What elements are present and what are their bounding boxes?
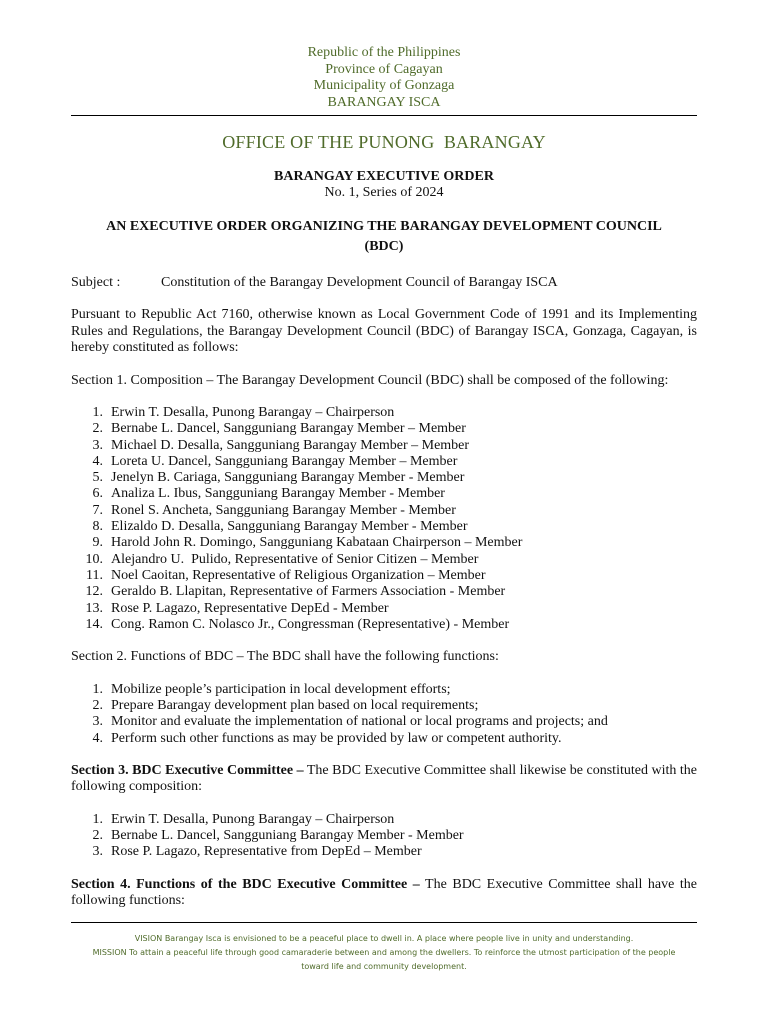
list-item-number: 1. — [92, 681, 103, 697]
office-title: OFFICE OF THE PUNONG BARANGAY — [222, 132, 546, 152]
list-item — [71, 682, 697, 698]
list-item-text: Erwin T. Desalla, Punong Barangay – Chairperson — [111, 405, 395, 420]
page-footer — [71, 922, 697, 974]
list-item-number: 2. — [92, 828, 103, 844]
list-item-number: 4. — [92, 730, 103, 746]
list-item — [71, 584, 697, 600]
list-item-text: Bernabe L. Dancel, Sangguniang Barangay Member - Member — [111, 828, 464, 844]
list-item-text: Noel Caoitan, Representative of Religious Organization – Member — [111, 567, 486, 583]
list-item-number: 3. — [92, 844, 103, 860]
list-item-number: 3. — [92, 714, 103, 730]
list-item — [71, 844, 697, 860]
list-item — [71, 535, 697, 551]
list-item-text: Harold John R. Domingo, Sangguniang Kabataan Chairperson – Member — [111, 535, 523, 551]
list-item — [71, 519, 697, 535]
letterhead-municipality: Municipality of Gonzaga — [313, 78, 455, 93]
list-item-number: 14. — [85, 616, 103, 632]
list-item-text: Ronel S. Ancheta, Sangguniang Barangay Member - Member — [111, 502, 456, 518]
list-item — [71, 421, 697, 437]
list-item-text: Monitor and evaluate the implementation of national or local programs and projects; and — [111, 714, 608, 730]
list-item — [71, 714, 697, 730]
list-item-text: Alejandro U. Pulido, Representative of Senior Citizen – Member — [111, 551, 479, 567]
list-item — [71, 568, 697, 584]
list-item — [71, 617, 697, 633]
list-item — [71, 405, 697, 421]
list-item-text: Geraldo B. Llapitan, Representative of Farmers Association - Member — [111, 584, 506, 600]
list-item-number: 9. — [92, 535, 103, 551]
list-item-number: 12. — [85, 584, 103, 600]
list-item — [71, 731, 697, 747]
list-item-text: Bernabe L. Dancel, Sangguniang Barangay Member – Member — [111, 421, 466, 437]
list-item-text: Loreta U. Dancel, Sangguniang Barangay Member – Member — [111, 453, 458, 469]
order-number: No. 1, Series of 2024 — [324, 185, 444, 200]
footer-vision: VISION Barangay Isca is envisioned to be a peaceful place to dwell in. A place where people live in unity and understanding. — [134, 934, 634, 943]
list-item — [71, 470, 697, 486]
section2-heading: Section 2. Functions of BDC – The BDC shall have the following functions: — [71, 649, 499, 665]
list-item — [71, 503, 697, 519]
list-item-text: Elizaldo D. Desalla, Sangguniang Barangay Member - Member — [111, 519, 468, 535]
list-item-number: 5. — [92, 470, 103, 486]
section3-heading-bold: Section 3. BDC Executive Committee – — [71, 762, 304, 778]
list-item — [71, 812, 697, 828]
list-item-text: Mobilize people’s participation in local development efforts; — [111, 681, 451, 697]
main-title-line2: (BDC) — [364, 239, 404, 254]
main-title-line1: AN EXECUTIVE ORDER ORGANIZING THE BARANGAY DEVELOPMENT COUNCIL — [106, 219, 662, 234]
list-item-text: Michael D. Desalla, Sangguniang Barangay Member – Member — [111, 437, 470, 453]
list-item-text: Rose P. Lagazo, Representative DepEd - Member — [111, 600, 389, 616]
order-main-title — [71, 217, 697, 257]
document-page — [71, 0, 697, 910]
list-item-number: 1. — [92, 811, 103, 827]
list-item — [71, 698, 697, 714]
list-item-text: Cong. Ramon C. Nolasco Jr., Congressman (Representative) - Member — [111, 616, 510, 632]
section2-list — [71, 682, 697, 747]
list-item-text: Prepare Barangay development plan based on local requirements; — [111, 697, 479, 713]
list-item-text: Analiza L. Ibus, Sangguniang Barangay Member - Member — [111, 486, 445, 502]
list-item — [71, 601, 697, 617]
list-item-number: 8. — [92, 519, 103, 535]
letterhead-province: Province of Cagayan — [325, 61, 443, 77]
list-item-text: Perform such other functions as may be provided by law or competent authority. — [111, 730, 562, 746]
subject-text: Constitution of the Barangay Development Council of Barangay ISCA — [161, 275, 558, 290]
preamble-paragraph: Pursuant to Republic Act 7160, otherwise known as Local Government Code of 1991 and its Implementing Rules and Regulations, the Barangay Development Council (BDC) of Barangay ISCA, Gonzaga, Cagayan, is hereby constituted as follows: — [71, 307, 697, 355]
section4-heading-bold: Section 4. Functions of the BDC Executive Committee – — [71, 876, 420, 892]
header-divider — [71, 115, 697, 116]
list-item-text: Rose P. Lagazo, Representative from DepEd – Member — [111, 844, 422, 860]
subject-label: Subject : — [71, 275, 121, 290]
letterhead — [71, 0, 697, 111]
footer-mission: MISSION To attain a peaceful life through good camaraderie between and among the dwellers. To reinforce the utmost participation of the people — [92, 948, 676, 957]
list-item-number: 7. — [92, 502, 103, 518]
list-item-text: Jenelyn B. Cariaga, Sangguniang Barangay Member - Member — [111, 470, 465, 486]
list-item-number: 2. — [92, 697, 103, 713]
list-item — [71, 828, 697, 844]
section1-heading: Section 1. Composition – The Barangay Development Council (BDC) shall be composed of the following: — [71, 372, 669, 388]
section3-heading — [71, 763, 697, 796]
order-title: BARANGAY EXECUTIVE ORDER — [274, 169, 494, 184]
list-item — [71, 486, 697, 502]
section4-heading-text: The BDC Executive Committee shall have the following functions: — [71, 876, 697, 909]
letterhead-barangay: BARANGAY ISCA — [327, 94, 441, 110]
section4-heading — [71, 877, 697, 910]
footer-mission-continued: toward life and community development. — [301, 962, 467, 971]
footer-divider — [71, 922, 697, 923]
list-item-number: 11. — [86, 567, 103, 583]
list-item-number: 2. — [92, 421, 103, 437]
list-item-number: 1. — [92, 405, 103, 420]
list-item-number: 10. — [85, 551, 103, 567]
list-item — [71, 454, 697, 470]
section3-list — [71, 812, 697, 861]
list-item-number: 3. — [92, 437, 103, 453]
list-item — [71, 438, 697, 454]
list-item — [71, 552, 697, 568]
list-item-number: 6. — [92, 486, 103, 502]
list-item-text: Erwin T. Desalla, Punong Barangay – Chairperson — [111, 811, 395, 827]
section3-heading-text: The BDC Executive Committee shall likewise be constituted with the following composition: — [71, 762, 697, 795]
letterhead-republic: Republic of the Philippines — [307, 45, 461, 60]
list-item-number: 13. — [85, 600, 103, 616]
section1-list — [71, 405, 697, 633]
subject-line — [71, 275, 697, 291]
list-item-number: 4. — [92, 453, 103, 469]
footer-text — [51, 932, 717, 974]
